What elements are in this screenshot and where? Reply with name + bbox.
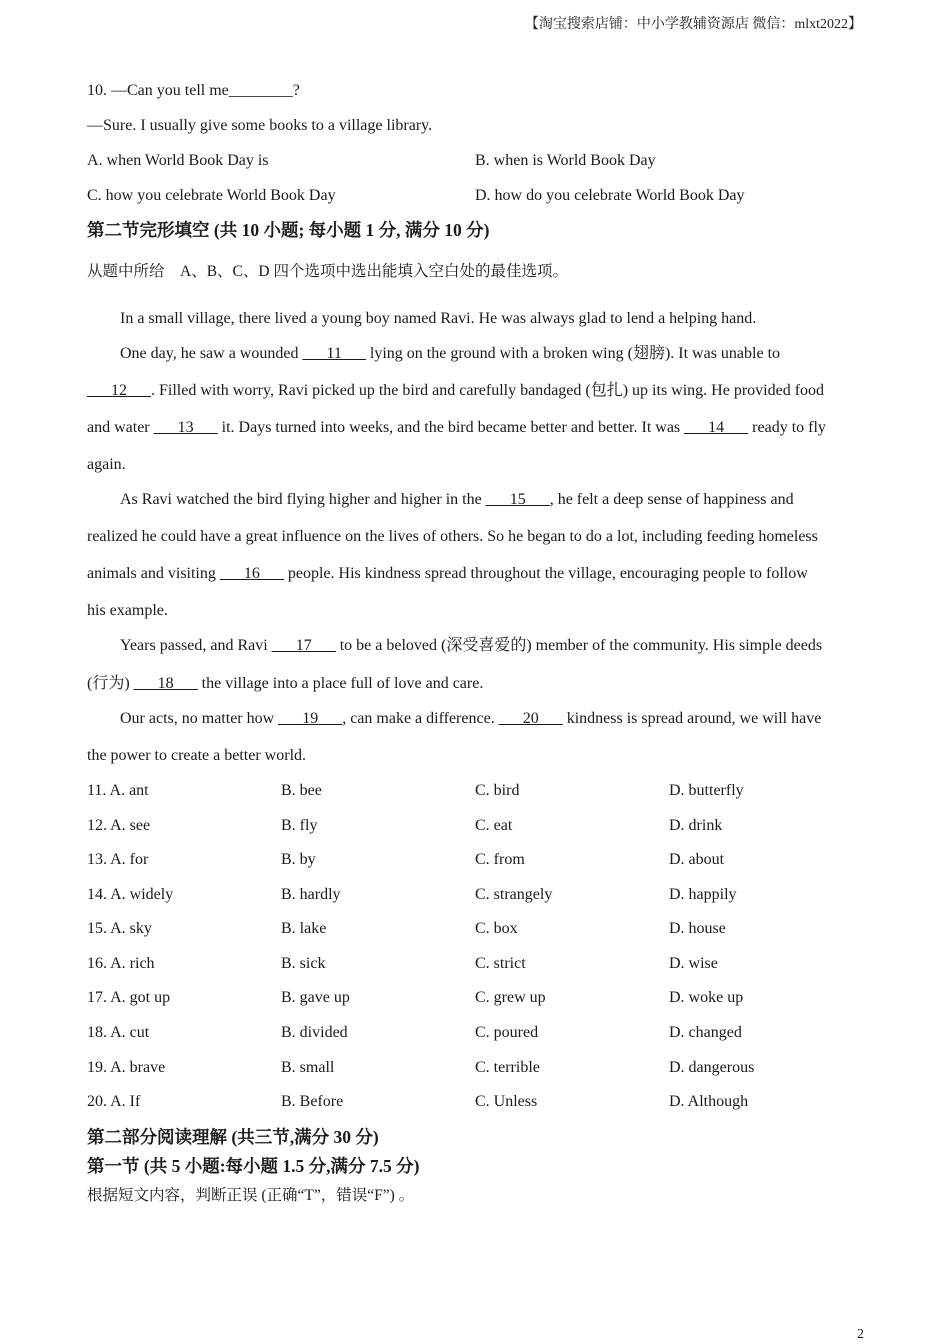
option-row-11 <box>87 781 863 801</box>
passage-text: again. <box>87 456 126 473</box>
option-c: C. grew up <box>475 989 546 1006</box>
passage-paragraph <box>87 636 863 656</box>
passage-text: Our acts, no matter how <box>120 710 279 727</box>
option-c: C. bird <box>475 782 520 799</box>
option-row-19 <box>87 1058 863 1078</box>
passage-line <box>87 746 863 766</box>
passage-text: (行为) <box>87 675 134 692</box>
option-a: 18. A. cut <box>87 1024 150 1041</box>
passage-paragraph <box>87 709 863 729</box>
passage-text: As Ravi watched the bird flying higher and higher in the <box>120 491 486 508</box>
part2-instruction: 根据短文内容，判断正误 (正确“T”，错误“F”) 。 <box>87 1187 415 1204</box>
option-d: D. Although <box>669 1093 749 1110</box>
option-c: C. eat <box>475 817 513 834</box>
option-c: C. terrible <box>475 1059 540 1076</box>
option-a: 19. A. brave <box>87 1059 166 1076</box>
passage-paragraph <box>87 344 863 364</box>
option-a: 13. A. for <box>87 851 149 868</box>
option-c: C. box <box>475 920 518 937</box>
blank-16: ___16___ <box>219 565 284 582</box>
passage-line <box>87 601 863 621</box>
passage-paragraph <box>87 490 863 510</box>
page-header: 【淘宝搜索店铺：中小学教辅资源店 微信：mlxt2022】 <box>524 17 862 32</box>
blank-15: ___15___ <box>485 491 550 508</box>
section-title: 第二节完形填空 (共 10 小题; 每小题 1 分, 满分 10 分) <box>87 220 490 240</box>
passage-text: ready to fly <box>748 419 826 436</box>
blank-12: ___12___ <box>87 382 151 399</box>
passage-line <box>87 674 863 694</box>
option-row-17 <box>87 988 863 1008</box>
passage-text: animals and visiting <box>87 565 220 582</box>
option-a: 11. A. ant <box>87 782 149 799</box>
part2-title: 第二部分阅读理解 (共三节,满分 30 分) <box>87 1127 379 1147</box>
passage-text: and water <box>87 419 154 436</box>
q10-option-d: D. how do you celebrate World Book Day <box>475 187 745 204</box>
passage-text: , can make a difference. <box>342 710 499 727</box>
option-d: D. woke up <box>669 989 744 1006</box>
option-a: 15. A. sky <box>87 920 152 937</box>
option-row-14 <box>87 885 863 905</box>
passage-line <box>87 418 863 438</box>
option-c: C. Unless <box>475 1093 538 1110</box>
blank-20: ___20___ <box>498 710 563 727</box>
passage-line <box>87 455 863 475</box>
option-b: B. by <box>281 851 316 868</box>
passage-text: , he felt a deep sense of happiness and <box>549 491 794 508</box>
option-a: 14. A. widely <box>87 886 174 903</box>
blank-18: ___18___ <box>133 675 198 692</box>
option-b: B. divided <box>281 1024 348 1041</box>
passage-text: kindness is spread around, we will have <box>562 710 822 727</box>
option-c: C. strict <box>475 955 526 972</box>
passage-line <box>87 564 863 584</box>
option-b: B. fly <box>281 817 318 834</box>
option-d: D. happily <box>669 886 737 903</box>
option-d: D. house <box>669 920 726 937</box>
passage-text: the power to create a better world. <box>87 747 307 764</box>
passage-text: lying on the ground with a broken wing (翅膀). It was unable to <box>365 345 781 362</box>
option-row-16 <box>87 954 863 974</box>
passage-text: Years passed, and Ravi <box>120 637 272 654</box>
page-number: 2 <box>857 1327 864 1342</box>
passage-paragraph <box>87 309 863 329</box>
blank-17: ___17___ <box>271 637 336 654</box>
q10-option-a: A. when World Book Day is <box>87 152 269 169</box>
passage-text: In a small village, there lived a young boy named Ravi. He was always glad to lend a helping hand. <box>120 310 757 327</box>
option-c: C. poured <box>475 1024 539 1041</box>
option-a: 20. A. If <box>87 1093 141 1110</box>
passage-text: the village into a place full of love and care. <box>197 675 484 692</box>
option-b: B. hardly <box>281 886 341 903</box>
passage-line <box>87 381 863 401</box>
option-a: 17. A. got up <box>87 989 171 1006</box>
q10-question: 10. —Can you tell me________? <box>87 82 300 99</box>
passage-line <box>87 527 863 547</box>
option-row-20 <box>87 1092 863 1112</box>
blank-19: ___19___ <box>278 710 343 727</box>
option-c: C. strangely <box>475 886 553 903</box>
option-a: 16. A. rich <box>87 955 155 972</box>
passage-text: his example. <box>87 602 168 619</box>
option-row-12 <box>87 816 863 836</box>
option-d: D. changed <box>669 1024 742 1041</box>
q10-option-b: B. when is World Book Day <box>475 152 656 169</box>
option-d: D. drink <box>669 817 723 834</box>
passage-text: realized he could have a great influence on the lives of others. So he began to do a lot, including feeding homeless <box>87 528 818 545</box>
blank-14: ___14___ <box>684 419 749 436</box>
option-b: B. lake <box>281 920 327 937</box>
option-c: C. from <box>475 851 525 868</box>
passage-text: it. Days turned into weeks, and the bird became better and better. It was <box>217 419 685 436</box>
q10-reply: —Sure. I usually give some books to a village library. <box>87 117 433 134</box>
option-d: D. dangerous <box>669 1059 755 1076</box>
blank-11: ___11___ <box>302 345 366 362</box>
option-d: D. wise <box>669 955 718 972</box>
option-row-15 <box>87 919 863 939</box>
option-b: B. gave up <box>281 989 350 1006</box>
option-b: B. small <box>281 1059 335 1076</box>
option-row-13 <box>87 850 863 870</box>
passage-text: One day, he saw a wounded <box>120 345 303 362</box>
q10-option-c: C. how you celebrate World Book Day <box>87 187 336 204</box>
blank-13: ___13___ <box>153 419 218 436</box>
option-d: D. butterfly <box>669 782 744 799</box>
option-b: B. sick <box>281 955 326 972</box>
option-a: 12. A. see <box>87 817 151 834</box>
option-b: B. Before <box>281 1093 344 1110</box>
option-row-18 <box>87 1023 863 1043</box>
passage-text: to be a beloved (深受喜爱的) member of the community. His simple deeds <box>335 637 823 654</box>
part2-section1-title: 第一节 (共 5 小题:每小题 1.5 分,满分 7.5 分) <box>87 1156 420 1176</box>
option-b: B. bee <box>281 782 322 799</box>
passage-text: . Filled with worry, Ravi picked up the bird and carefully bandaged (包扎) up its wing. He provided food <box>151 382 825 399</box>
passage-text: people. His kindness spread throughout the village, encouraging people to follow <box>283 565 808 582</box>
option-d: D. about <box>669 851 725 868</box>
section-instruction: 从题中所给 A、B、C、D 四个选项中选出能填入空白处的最佳选项。 <box>87 263 568 280</box>
